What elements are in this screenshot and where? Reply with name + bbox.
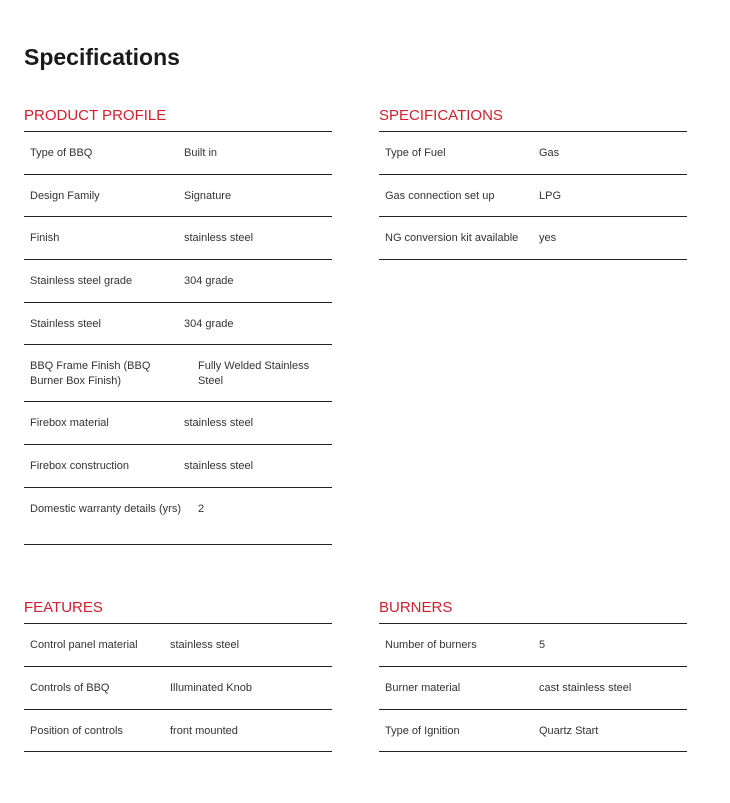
spec-row-finish [24,217,332,260]
spec-label: Stainless steel [30,317,101,330]
spec-value: stainless steel [184,232,254,244]
feature-row-position [24,710,332,753]
spec-label: Control panel material [30,639,138,651]
spec-label: Firebox construction [30,459,130,472]
spec-row-gas-connection [379,175,687,218]
spec-value: 304 grade [184,317,234,330]
specifications-section [379,104,687,260]
spec-value: Gas [539,147,560,159]
spec-row-type-of-bbq [24,132,332,175]
spec-row-type-of-fuel [379,132,687,175]
spec-value: 2 [198,502,205,515]
spec-value: LPG [539,189,562,202]
burner-row-ignition [379,710,687,753]
spec-value: 5 [539,639,546,651]
feature-row-controls [24,667,332,710]
spec-label: NG conversion kit available [385,232,519,244]
spec-row-firebox-material [24,402,332,445]
spec-value: Signature [184,189,232,202]
spec-value: stainless steel [170,639,240,651]
spec-label: Gas connection set up [385,189,495,202]
burners-section [379,596,687,752]
spec-label: Finish [30,232,60,244]
feature-row-control-panel [24,624,332,667]
spec-label: Domestic warranty details (yrs) [30,502,181,515]
spec-label: BBQ Frame Finish (BBQ Burner Box Finish) [30,360,151,387]
spec-value: stainless steel [184,417,254,429]
spec-row-domestic-warranty [24,488,332,545]
spec-label: Position of controls [30,724,123,737]
spec-value: Illuminated Knob [170,682,252,694]
spec-value: Built in [184,147,218,159]
spec-label: Firebox material [30,417,109,429]
product-profile-section [24,104,332,545]
spec-row-firebox-construction [24,445,332,488]
spec-label: Type of Fuel [385,147,446,159]
spec-label: Number of burners [385,639,477,651]
features-heading: FEATURES [24,599,103,616]
spec-label: Type of BBQ [30,147,93,159]
spec-value: 304 grade [184,274,234,287]
spec-row-stainless-steel-grade [24,260,332,303]
spec-row-ng-conversion-kit [379,217,687,260]
spec-value: stainless steel [184,459,254,472]
spec-value: cast stainless steel [539,682,632,694]
spec-value: Fully Welded Stainless Steel [198,360,310,387]
burners-heading: BURNERS [379,599,453,616]
spec-label: Type of Ignition [385,724,460,737]
burner-row-material [379,667,687,710]
specifications-heading: SPECIFICATIONS [379,107,503,124]
spec-row-stainless-steel [24,303,332,346]
page-title: Specifications [24,44,180,70]
spec-label: Burner material [385,682,461,694]
burner-row-number [379,624,687,667]
spec-row-bbq-frame-finish [24,345,332,402]
features-section [24,596,332,752]
spec-value: Quartz Start [539,724,599,737]
spec-label: Controls of BBQ [30,682,110,694]
spec-value: front mounted [170,724,238,737]
product-profile-heading: PRODUCT PROFILE [24,107,167,124]
spec-row-design-family [24,175,332,218]
spec-label: Stainless steel grade [30,274,133,287]
spec-value: yes [539,232,557,244]
spec-label: Design Family [30,189,100,202]
